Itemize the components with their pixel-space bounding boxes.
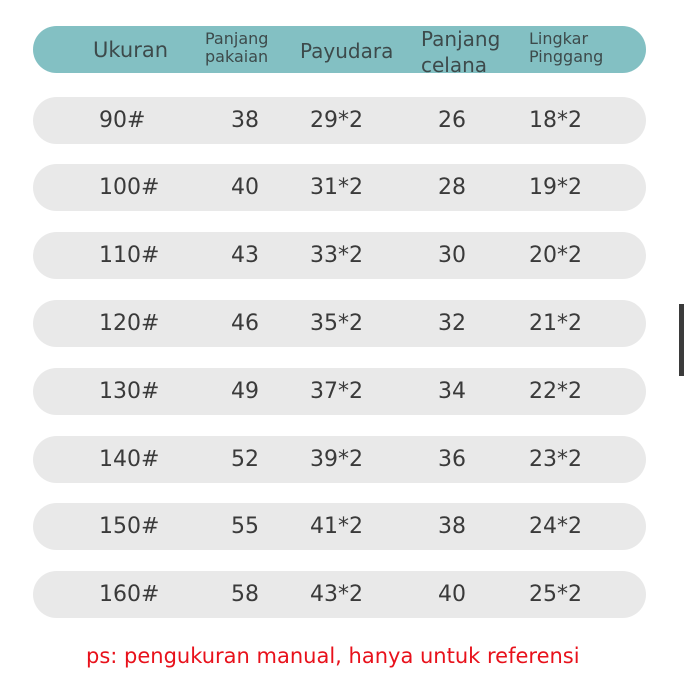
panjang-pakaian-cell: 38 (231, 108, 259, 133)
panjang-celana-cell: 30 (438, 243, 466, 268)
size-cell: 120# (99, 311, 160, 336)
panjang-celana-cell: 34 (438, 379, 466, 404)
table-row (33, 300, 646, 347)
panjang-celana-cell: 36 (438, 447, 466, 472)
table-row (33, 571, 646, 618)
header-panjang-pakaian-line2: pakaian (205, 47, 269, 66)
table-header (33, 26, 646, 77)
payudara-cell: 37*2 (310, 379, 363, 404)
panjang-celana-cell: 32 (438, 311, 466, 336)
header-panjang-pakaian (205, 30, 268, 66)
lingkar-pinggang-cell: 22*2 (529, 379, 582, 404)
table-row (33, 97, 646, 144)
lingkar-pinggang-cell: 19*2 (529, 175, 582, 200)
size-cell: 110# (99, 243, 160, 268)
table-row (33, 436, 646, 483)
panjang-pakaian-cell: 40 (231, 175, 259, 200)
panjang-pakaian-cell: 46 (231, 311, 259, 336)
scrollbar-thumb[interactable] (679, 304, 684, 376)
size-cell: 140# (99, 447, 160, 472)
lingkar-pinggang-cell: 25*2 (529, 582, 582, 607)
payudara-cell: 29*2 (310, 108, 363, 133)
header-lingkar-pinggang (529, 30, 603, 66)
payudara-cell: 31*2 (310, 175, 363, 200)
lingkar-pinggang-cell: 24*2 (529, 514, 582, 539)
header-panjang-celana-line2: celana (421, 53, 488, 77)
panjang-celana-cell: 26 (438, 108, 466, 133)
lingkar-pinggang-cell: 18*2 (529, 108, 582, 133)
payudara-cell: 43*2 (310, 582, 363, 607)
panjang-pakaian-cell: 58 (231, 582, 259, 607)
size-cell: 100# (99, 175, 160, 200)
table-row (33, 503, 646, 550)
header-payudara: Payudara (300, 39, 394, 63)
measurement-note: ps: pengukuran manual, hanya untuk referensi (86, 644, 580, 668)
payudara-cell: 39*2 (310, 447, 363, 472)
panjang-pakaian-cell: 49 (231, 379, 259, 404)
header-ukuran: Ukuran (93, 38, 169, 62)
panjang-celana-cell: 28 (438, 175, 466, 200)
table-row (33, 164, 646, 211)
size-cell: 160# (99, 582, 160, 607)
lingkar-pinggang-cell: 23*2 (529, 447, 582, 472)
payudara-cell: 35*2 (310, 311, 363, 336)
panjang-pakaian-cell: 52 (231, 447, 259, 472)
payudara-cell: 41*2 (310, 514, 363, 539)
panjang-pakaian-cell: 55 (231, 514, 259, 539)
panjang-celana-cell: 40 (438, 582, 466, 607)
panjang-pakaian-cell: 43 (231, 243, 259, 268)
size-cell: 90# (99, 108, 146, 133)
lingkar-pinggang-cell: 21*2 (529, 311, 582, 336)
header-panjang-celana (421, 26, 500, 78)
lingkar-pinggang-cell: 20*2 (529, 243, 582, 268)
header-panjang-celana-line1: Panjang (421, 27, 501, 51)
table-row (33, 368, 646, 415)
size-cell: 150# (99, 514, 160, 539)
table-row (33, 232, 646, 279)
size-cell: 130# (99, 379, 160, 404)
header-lingkar-pinggang-line2: Pinggang (529, 47, 604, 66)
header-panjang-pakaian-line1: Panjang (205, 29, 269, 48)
panjang-celana-cell: 38 (438, 514, 466, 539)
header-lingkar-pinggang-line1: Lingkar (529, 29, 589, 48)
payudara-cell: 33*2 (310, 243, 363, 268)
